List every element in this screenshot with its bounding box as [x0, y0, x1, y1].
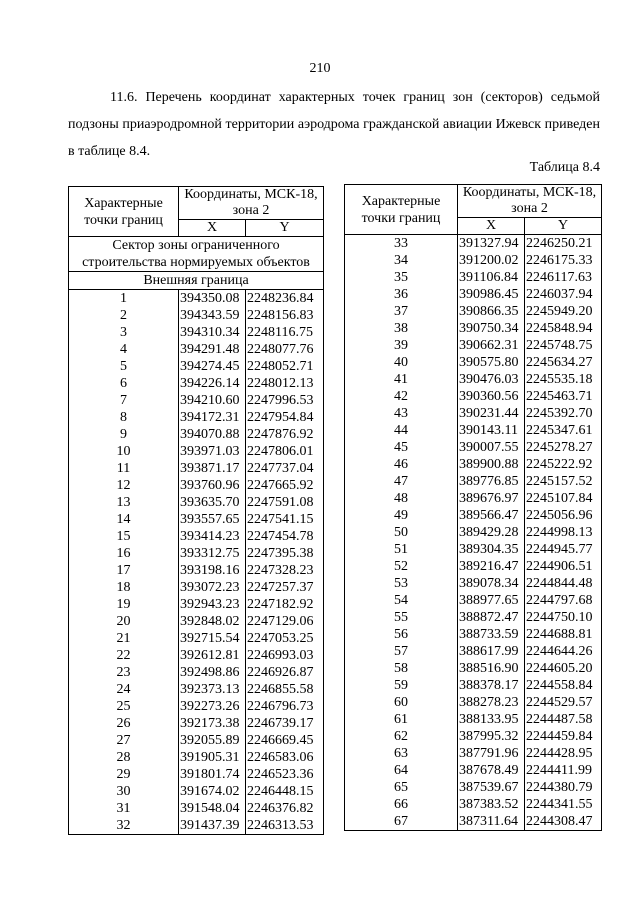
- coord-y: 2245634.27: [525, 354, 602, 371]
- table-row: [69, 358, 324, 375]
- coord-y: 2247737.04: [246, 460, 324, 477]
- coord-x: 393198.16: [179, 562, 246, 579]
- table-row: [345, 371, 602, 388]
- point-number: 53: [345, 575, 458, 592]
- coord-x: 388872.47: [458, 609, 525, 626]
- boundary-title: Внешняя граница: [69, 272, 324, 290]
- table-row: [69, 681, 324, 698]
- table-row: [69, 732, 324, 749]
- coord-y: 2246669.45: [246, 732, 324, 749]
- header-y: Y: [525, 218, 602, 235]
- coord-x: 394226.14: [179, 375, 246, 392]
- coord-x: 390866.35: [458, 303, 525, 320]
- table-body-left: [69, 290, 324, 835]
- table-row: [345, 405, 602, 422]
- table-row: [69, 647, 324, 664]
- coord-y: 2246037.94: [525, 286, 602, 303]
- point-number: 37: [345, 303, 458, 320]
- coord-x: 389776.85: [458, 473, 525, 490]
- coord-y: 2245157.52: [525, 473, 602, 490]
- coord-y: 2248236.84: [246, 290, 324, 308]
- coord-y: 2244411.99: [525, 762, 602, 779]
- table-row: [69, 698, 324, 715]
- coord-x: 390662.31: [458, 337, 525, 354]
- coord-x: 391327.94: [458, 235, 525, 253]
- table-row: [69, 392, 324, 409]
- point-number: 54: [345, 592, 458, 609]
- coordinates-table-left: [68, 186, 324, 835]
- coord-y: 2245107.84: [525, 490, 602, 507]
- point-number: 39: [345, 337, 458, 354]
- point-number: 16: [69, 545, 179, 562]
- coord-y: 2247257.37: [246, 579, 324, 596]
- coord-y: 2245056.96: [525, 507, 602, 524]
- coord-y: 2248077.76: [246, 341, 324, 358]
- coord-x: 393871.17: [179, 460, 246, 477]
- coord-y: 2246583.06: [246, 749, 324, 766]
- coord-x: 391801.74: [179, 766, 246, 783]
- point-number: 3: [69, 324, 179, 341]
- point-number: 50: [345, 524, 458, 541]
- intro-paragraph: 11.6. Перечень координат характерных точек границ зон (секторов) седьмой подзоны приаэродромной территории аэродрома гражданской авиации Ижевск приведен в таблице 8.4.: [68, 90, 600, 159]
- table-row: [69, 290, 324, 308]
- point-number: 42: [345, 388, 458, 405]
- coord-y: 2248156.83: [246, 307, 324, 324]
- point-number: 44: [345, 422, 458, 439]
- point-number: 10: [69, 443, 179, 460]
- coord-x: 392612.81: [179, 647, 246, 664]
- point-number: 66: [345, 796, 458, 813]
- coord-x: 388516.90: [458, 660, 525, 677]
- coord-x: 389676.97: [458, 490, 525, 507]
- table-row: [345, 388, 602, 405]
- point-number: 12: [69, 477, 179, 494]
- coordinates-table-right: [344, 184, 602, 831]
- table-row: [345, 711, 602, 728]
- table-row: [345, 762, 602, 779]
- point-number: 28: [69, 749, 179, 766]
- coord-x: 389429.28: [458, 524, 525, 541]
- coord-y: 2247454.78: [246, 528, 324, 545]
- table-row: [345, 626, 602, 643]
- coord-x: 392173.38: [179, 715, 246, 732]
- header-points: Характерные точки границ: [345, 185, 458, 235]
- point-number: 2: [69, 307, 179, 324]
- table-row: [69, 341, 324, 358]
- point-number: 14: [69, 511, 179, 528]
- coord-x: 394310.34: [179, 324, 246, 341]
- table-row: [345, 490, 602, 507]
- point-number: 43: [345, 405, 458, 422]
- coord-x: 388278.23: [458, 694, 525, 711]
- coord-y: 2245748.75: [525, 337, 602, 354]
- coord-x: 394343.59: [179, 307, 246, 324]
- coord-x: 388733.59: [458, 626, 525, 643]
- coord-y: 2245949.20: [525, 303, 602, 320]
- point-number: 60: [345, 694, 458, 711]
- point-number: 38: [345, 320, 458, 337]
- point-number: 46: [345, 456, 458, 473]
- table-row: [69, 630, 324, 647]
- coord-y: 2246855.58: [246, 681, 324, 698]
- coord-x: 393312.75: [179, 545, 246, 562]
- table-row: [69, 477, 324, 494]
- point-number: 34: [345, 252, 458, 269]
- coord-x: 390476.03: [458, 371, 525, 388]
- table-row: [69, 375, 324, 392]
- coord-y: 2244945.77: [525, 541, 602, 558]
- table-row: [69, 307, 324, 324]
- table-row: [69, 783, 324, 800]
- coord-y: 2247541.15: [246, 511, 324, 528]
- point-number: 61: [345, 711, 458, 728]
- coord-y: 2247328.23: [246, 562, 324, 579]
- coord-x: 389078.34: [458, 575, 525, 592]
- coord-y: 2246313.53: [246, 817, 324, 835]
- coord-y: 2244308.47: [525, 813, 602, 831]
- coord-x: 391200.02: [458, 252, 525, 269]
- table-row: [345, 252, 602, 269]
- coord-y: 2248116.75: [246, 324, 324, 341]
- coord-x: 389900.88: [458, 456, 525, 473]
- point-number: 52: [345, 558, 458, 575]
- coord-y: 2247876.92: [246, 426, 324, 443]
- coord-x: 390007.55: [458, 439, 525, 456]
- coord-x: 392373.13: [179, 681, 246, 698]
- coord-x: 387311.64: [458, 813, 525, 831]
- coord-y: 2246250.21: [525, 235, 602, 253]
- table-row: [345, 677, 602, 694]
- coord-x: 388378.17: [458, 677, 525, 694]
- table-row: [69, 511, 324, 528]
- header-x: X: [179, 220, 246, 237]
- point-number: 22: [69, 647, 179, 664]
- table-row: [69, 494, 324, 511]
- coord-x: 392273.26: [179, 698, 246, 715]
- table-row: [345, 320, 602, 337]
- table-row: [69, 715, 324, 732]
- table-row: [345, 558, 602, 575]
- table-row: [69, 324, 324, 341]
- point-number: 55: [345, 609, 458, 626]
- point-number: 41: [345, 371, 458, 388]
- page-number: 210: [309, 61, 331, 76]
- table-row: [345, 728, 602, 745]
- point-number: 30: [69, 783, 179, 800]
- coord-y: 2246175.33: [525, 252, 602, 269]
- coord-y: 2244487.58: [525, 711, 602, 728]
- coord-x: 390143.11: [458, 422, 525, 439]
- coord-y: 2245222.92: [525, 456, 602, 473]
- point-number: 13: [69, 494, 179, 511]
- point-number: 67: [345, 813, 458, 831]
- coord-x: 390750.34: [458, 320, 525, 337]
- table-row: [69, 800, 324, 817]
- point-number: 36: [345, 286, 458, 303]
- coord-x: 388133.95: [458, 711, 525, 728]
- point-number: 20: [69, 613, 179, 630]
- table-row: [69, 460, 324, 477]
- coord-y: 2244428.95: [525, 745, 602, 762]
- point-number: 51: [345, 541, 458, 558]
- header-coords: Координаты, МСК-18, зона 2: [458, 185, 602, 218]
- coord-y: 2245347.61: [525, 422, 602, 439]
- coord-y: 2248012.13: [246, 375, 324, 392]
- point-number: 18: [69, 579, 179, 596]
- point-number: 65: [345, 779, 458, 796]
- coord-x: 394172.31: [179, 409, 246, 426]
- table-row: [345, 592, 602, 609]
- table-row: [345, 337, 602, 354]
- coord-x: 390575.80: [458, 354, 525, 371]
- point-number: 26: [69, 715, 179, 732]
- coord-y: 2244750.10: [525, 609, 602, 626]
- coord-x: 392943.23: [179, 596, 246, 613]
- coord-y: 2244688.81: [525, 626, 602, 643]
- point-number: 1: [69, 290, 179, 308]
- coord-y: 2245278.27: [525, 439, 602, 456]
- table-row: [345, 694, 602, 711]
- coord-y: 2246926.87: [246, 664, 324, 681]
- point-number: 62: [345, 728, 458, 745]
- coord-x: 392715.54: [179, 630, 246, 647]
- coord-y: 2246376.82: [246, 800, 324, 817]
- table-caption: Таблица 8.4: [529, 160, 600, 175]
- table-row: [69, 579, 324, 596]
- table-row: [345, 575, 602, 592]
- table-row: [69, 426, 324, 443]
- point-number: 4: [69, 341, 179, 358]
- table-row: [69, 528, 324, 545]
- table-row: [345, 643, 602, 660]
- coord-y: 2246796.73: [246, 698, 324, 715]
- coord-x: 393760.96: [179, 477, 246, 494]
- header-points: Характерные точки границ: [69, 187, 179, 237]
- point-number: 48: [345, 490, 458, 507]
- table-row: [345, 303, 602, 320]
- point-number: 56: [345, 626, 458, 643]
- coord-y: 2247053.25: [246, 630, 324, 647]
- coord-x: 391437.39: [179, 817, 246, 835]
- coord-y: 2244558.84: [525, 677, 602, 694]
- table-row: [69, 443, 324, 460]
- point-number: 57: [345, 643, 458, 660]
- coord-y: 2244906.51: [525, 558, 602, 575]
- point-number: 21: [69, 630, 179, 647]
- coord-y: 2244380.79: [525, 779, 602, 796]
- coord-y: 2244459.84: [525, 728, 602, 745]
- point-number: 59: [345, 677, 458, 694]
- coord-x: 391106.84: [458, 269, 525, 286]
- point-number: 29: [69, 766, 179, 783]
- coord-x: 387539.67: [458, 779, 525, 796]
- point-number: 19: [69, 596, 179, 613]
- coord-y: 2245463.71: [525, 388, 602, 405]
- point-number: 5: [69, 358, 179, 375]
- point-number: 33: [345, 235, 458, 253]
- point-number: 31: [69, 800, 179, 817]
- point-number: 40: [345, 354, 458, 371]
- coord-y: 2244998.13: [525, 524, 602, 541]
- sector-title: Сектор зоны ограниченного строительства нормируемых объектов: [69, 237, 324, 272]
- coord-x: 394350.08: [179, 290, 246, 308]
- table-row: [345, 541, 602, 558]
- coord-y: 2246117.63: [525, 269, 602, 286]
- coord-y: 2244644.26: [525, 643, 602, 660]
- table-body-right: [345, 235, 602, 831]
- coord-y: 2244529.57: [525, 694, 602, 711]
- header-coords: Координаты, МСК-18, зона 2: [179, 187, 324, 220]
- coord-y: 2244844.48: [525, 575, 602, 592]
- point-number: 7: [69, 392, 179, 409]
- coord-y: 2244605.20: [525, 660, 602, 677]
- table-row: [345, 745, 602, 762]
- point-number: 9: [69, 426, 179, 443]
- table-row: [345, 813, 602, 831]
- coord-y: 2247395.38: [246, 545, 324, 562]
- point-number: 45: [345, 439, 458, 456]
- coord-y: 2247806.01: [246, 443, 324, 460]
- table-row: [345, 354, 602, 371]
- table-row: [69, 409, 324, 426]
- table-row: [345, 524, 602, 541]
- table-row: [69, 766, 324, 783]
- table-row: [345, 422, 602, 439]
- header-y: Y: [246, 220, 324, 237]
- point-number: 64: [345, 762, 458, 779]
- point-number: 25: [69, 698, 179, 715]
- coord-x: 394274.45: [179, 358, 246, 375]
- point-number: 24: [69, 681, 179, 698]
- point-number: 35: [345, 269, 458, 286]
- coord-y: 2246993.03: [246, 647, 324, 664]
- point-number: 49: [345, 507, 458, 524]
- table-row: [69, 562, 324, 579]
- coord-x: 389566.47: [458, 507, 525, 524]
- coord-y: 2245535.18: [525, 371, 602, 388]
- coord-y: 2247182.92: [246, 596, 324, 613]
- coord-x: 390986.45: [458, 286, 525, 303]
- coord-y: 2248052.71: [246, 358, 324, 375]
- table-row: [69, 545, 324, 562]
- coord-y: 2247129.06: [246, 613, 324, 630]
- point-number: 11: [69, 460, 179, 477]
- coord-y: 2244341.55: [525, 796, 602, 813]
- point-number: 63: [345, 745, 458, 762]
- coord-x: 390231.44: [458, 405, 525, 422]
- coord-x: 394291.48: [179, 341, 246, 358]
- point-number: 17: [69, 562, 179, 579]
- coord-y: 2246523.36: [246, 766, 324, 783]
- coord-x: 389216.47: [458, 558, 525, 575]
- table-row: [69, 749, 324, 766]
- point-number: 6: [69, 375, 179, 392]
- coord-y: 2245392.70: [525, 405, 602, 422]
- coord-x: 391548.04: [179, 800, 246, 817]
- table-row: [345, 507, 602, 524]
- table-row: [69, 613, 324, 630]
- table-row: [69, 664, 324, 681]
- coord-x: 393971.03: [179, 443, 246, 460]
- table-row: [345, 796, 602, 813]
- coord-y: 2245848.94: [525, 320, 602, 337]
- table-row: [345, 473, 602, 490]
- table-row: [345, 269, 602, 286]
- point-number: 58: [345, 660, 458, 677]
- coord-x: 394070.88: [179, 426, 246, 443]
- coord-x: 394210.60: [179, 392, 246, 409]
- coord-x: 388617.99: [458, 643, 525, 660]
- point-number: 27: [69, 732, 179, 749]
- coord-x: 392055.89: [179, 732, 246, 749]
- coord-y: 2247665.92: [246, 477, 324, 494]
- coord-x: 387678.49: [458, 762, 525, 779]
- coord-x: 388977.65: [458, 592, 525, 609]
- table-row: [345, 779, 602, 796]
- table-row: [69, 596, 324, 613]
- coord-x: 387791.96: [458, 745, 525, 762]
- coord-x: 393557.65: [179, 511, 246, 528]
- coord-x: 387383.52: [458, 796, 525, 813]
- coord-x: 391905.31: [179, 749, 246, 766]
- coord-x: 390360.56: [458, 388, 525, 405]
- header-x: X: [458, 218, 525, 235]
- coord-x: 393072.23: [179, 579, 246, 596]
- table-row: [345, 609, 602, 626]
- coord-x: 393414.23: [179, 528, 246, 545]
- table-row: [345, 286, 602, 303]
- table-row: [345, 235, 602, 253]
- table-row: [345, 660, 602, 677]
- coord-x: 392498.86: [179, 664, 246, 681]
- point-number: 23: [69, 664, 179, 681]
- table-row: [345, 439, 602, 456]
- coord-x: 389304.35: [458, 541, 525, 558]
- coord-x: 391674.02: [179, 783, 246, 800]
- point-number: 8: [69, 409, 179, 426]
- coord-x: 392848.02: [179, 613, 246, 630]
- point-number: 47: [345, 473, 458, 490]
- coord-y: 2247954.84: [246, 409, 324, 426]
- table-row: [345, 456, 602, 473]
- point-number: 15: [69, 528, 179, 545]
- table-row: [69, 817, 324, 835]
- coord-x: 393635.70: [179, 494, 246, 511]
- point-number: 32: [69, 817, 179, 835]
- coord-y: 2246739.17: [246, 715, 324, 732]
- coord-y: 2247996.53: [246, 392, 324, 409]
- coord-y: 2247591.08: [246, 494, 324, 511]
- coord-y: 2244797.68: [525, 592, 602, 609]
- coord-y: 2246448.15: [246, 783, 324, 800]
- coord-x: 387995.32: [458, 728, 525, 745]
